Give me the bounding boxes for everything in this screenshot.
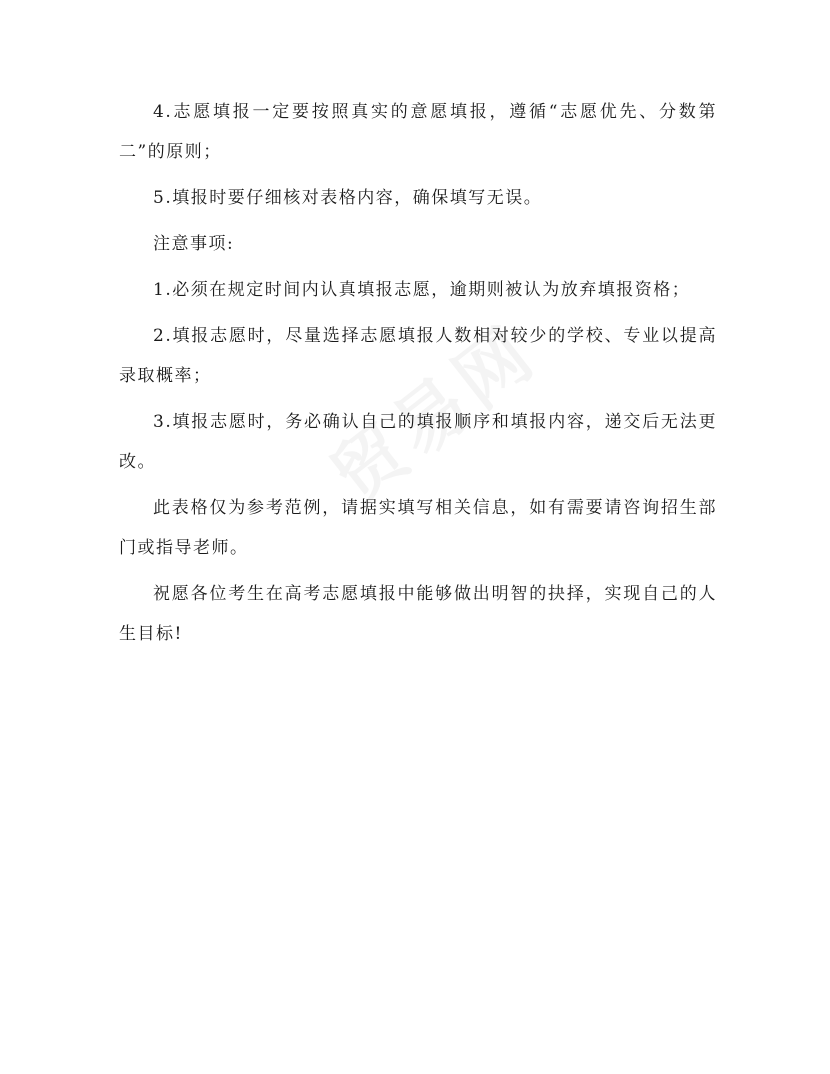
paragraph-item-5: 5.填报时要仔细核对表格内容，确保填写无误。 (153, 188, 543, 208)
document-body (119, 92, 717, 660)
closing-paragraph: 祝愿各位考生在高考志愿填报中能够做出明智的抉择，实现自己的人生目标! (119, 584, 717, 644)
disclaimer-paragraph: 此表格仅为参考范例，请据实填写相关信息，如有需要请咨询招生部门或指导老师。 (119, 498, 717, 558)
note-item-2: 2.填报志愿时，尽量选择志愿填报人数相对较少的学校、专业以提高录取概率； (119, 326, 717, 386)
paragraph-item-4: 4.志愿填报一定要按照真实的意愿填报，遵循“志愿优先、分数第二”的原则； (119, 102, 717, 162)
note-item-1: 1.必须在规定时间内认真填报志愿，逾期则被认为放弃填报资格； (153, 280, 691, 300)
note-item-3: 3.填报志愿时，务必确认自己的填报顺序和填报内容，递交后无法更改。 (119, 412, 717, 472)
notes-heading: 注意事项: (153, 234, 235, 254)
